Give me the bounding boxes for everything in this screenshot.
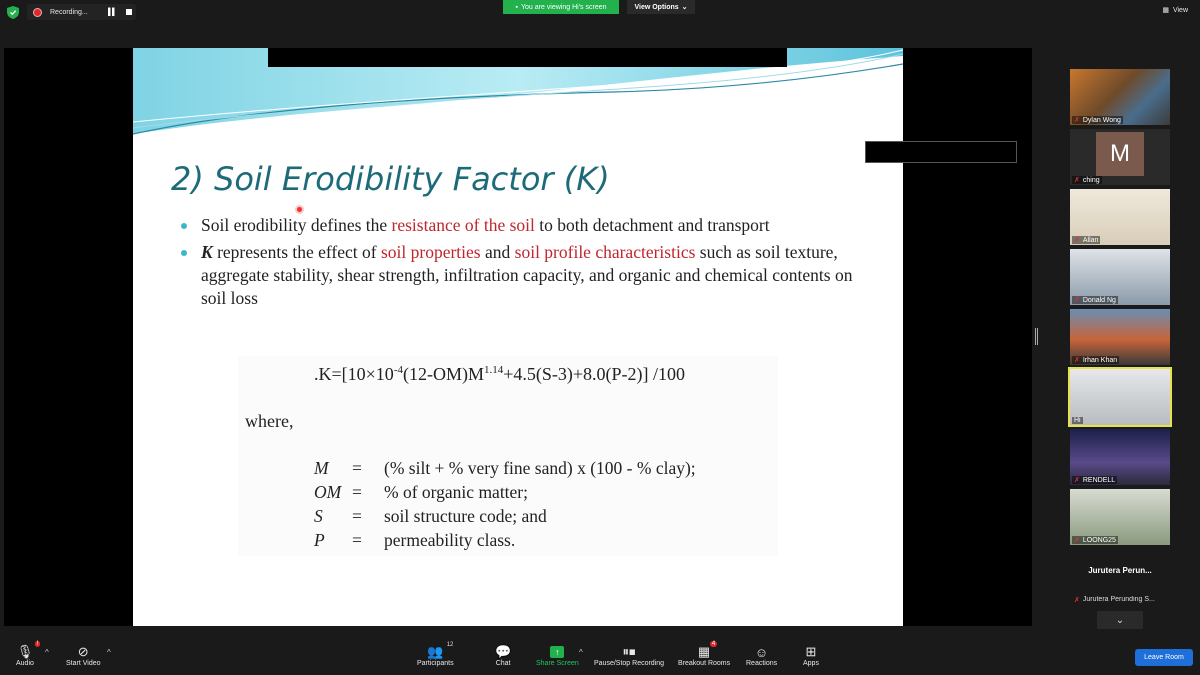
participants-button[interactable] bbox=[417, 644, 454, 667]
definition-symbol: OM bbox=[314, 482, 342, 502]
formula-part: +4.5(S-3)+8.0(P-2)] /100 bbox=[503, 364, 686, 384]
formula-lead: .K= bbox=[314, 364, 342, 384]
participant-name: Hi bbox=[1074, 417, 1081, 424]
reactions-label: Reactions bbox=[746, 660, 778, 667]
participant-name-tag bbox=[1072, 116, 1123, 124]
video-options-caret[interactable]: ^ bbox=[107, 648, 111, 657]
scroll-down-button[interactable] bbox=[1097, 611, 1143, 629]
definition-equals: = bbox=[352, 482, 362, 502]
participant-name: RENDELL bbox=[1082, 476, 1116, 484]
panel-resize-handle[interactable] bbox=[1035, 328, 1038, 345]
participant-name: Dylan Wong bbox=[1082, 116, 1121, 124]
share-options-caret[interactable]: ^ bbox=[579, 648, 583, 657]
participant-name-tag bbox=[1072, 417, 1083, 424]
recording-label: Recording... bbox=[50, 8, 88, 16]
presentation-slide bbox=[133, 48, 903, 626]
audio-label: Audio bbox=[16, 660, 34, 667]
apps-label: Apps bbox=[803, 660, 819, 667]
participant-tile[interactable] bbox=[1070, 249, 1170, 305]
definition-row bbox=[314, 480, 696, 504]
participant-tile-active-speaker[interactable] bbox=[1070, 369, 1170, 425]
definition-equals: = bbox=[352, 506, 362, 526]
breakout-badge: 4 bbox=[711, 641, 716, 647]
shield-icon bbox=[7, 6, 19, 19]
participant-name-tag bbox=[1072, 476, 1117, 484]
formula-part: (12-OM)M bbox=[402, 364, 484, 384]
audio-options-caret[interactable]: ^ bbox=[45, 648, 49, 657]
participant-name-tag bbox=[1072, 176, 1102, 184]
definition-text: soil structure code; and bbox=[384, 506, 547, 526]
video-off-icon: ⊘ bbox=[77, 644, 89, 659]
laser-pointer bbox=[295, 205, 304, 214]
share-screen-label: Share Screen bbox=[536, 660, 579, 667]
participant-name-tag bbox=[1072, 356, 1119, 364]
definition-text: (% silt + % very fine sand) x (100 - % clay); bbox=[384, 458, 696, 478]
participant-name: Allan bbox=[1082, 236, 1099, 244]
view-options-label: View Options bbox=[634, 3, 679, 11]
stop-icon[interactable] bbox=[126, 9, 132, 15]
participant-tile[interactable] bbox=[1070, 489, 1170, 545]
chat-label: Chat bbox=[495, 660, 511, 667]
formula-exponent: 1.14 bbox=[483, 364, 504, 376]
apps-icon: ⊞ bbox=[805, 644, 817, 659]
definition-equals: = bbox=[352, 458, 362, 478]
participant-tile[interactable] bbox=[1070, 129, 1170, 185]
participant-tile[interactable] bbox=[1070, 429, 1170, 485]
record-icon bbox=[33, 8, 42, 17]
breakout-rooms-icon: ▦ 4 bbox=[697, 641, 716, 659]
mic-muted-icon: ✗ bbox=[1074, 477, 1080, 484]
redaction-bar bbox=[268, 48, 787, 67]
chevron-down-icon: ⌄ bbox=[681, 4, 688, 11]
mic-muted-icon: ✗ bbox=[1074, 297, 1080, 304]
definition-row bbox=[314, 504, 696, 528]
screen-share-icon: ▪ bbox=[515, 3, 518, 11]
bullet-text: to both detachment and transport bbox=[534, 215, 770, 235]
bullet-highlight: soil profile characteristics bbox=[514, 242, 696, 262]
mic-muted-icon: ✗ bbox=[1074, 597, 1080, 604]
pause-stop-recording-button[interactable] bbox=[594, 644, 664, 667]
avatar: M bbox=[1096, 132, 1144, 176]
alert-badge: ! bbox=[36, 641, 39, 647]
redaction-bar bbox=[865, 141, 1017, 163]
share-arrow-icon: ↑ bbox=[550, 646, 564, 658]
breakout-rooms-label: Breakout Rooms bbox=[678, 660, 731, 667]
definition-symbol: S bbox=[314, 506, 323, 526]
participant-name: Donald Ng bbox=[1082, 296, 1116, 304]
view-options-button[interactable] bbox=[627, 0, 695, 14]
bullet-item bbox=[179, 241, 879, 310]
mic-muted-icon: ✗ bbox=[1074, 117, 1080, 124]
participant-name-tag bbox=[1074, 596, 1174, 604]
participant-tile[interactable] bbox=[1070, 189, 1170, 245]
start-video-button[interactable] bbox=[66, 644, 101, 667]
definitions-list bbox=[314, 456, 696, 552]
pause-icon[interactable]: ▌▌ bbox=[108, 8, 116, 16]
participant-display-name[interactable]: Jurutera Perun... bbox=[1088, 566, 1152, 575]
participant-tile[interactable] bbox=[1070, 309, 1170, 365]
formula-part: [10×10 bbox=[341, 364, 394, 384]
definition-symbol: P bbox=[314, 530, 325, 550]
grid-icon: ▦ bbox=[1162, 7, 1169, 14]
bullet-text: such as soil texture, aggregate stability, shear strength, infiltration capacity, and organic and chemical contents on soil loss bbox=[201, 242, 853, 308]
definition-symbol: M bbox=[314, 458, 329, 478]
pause-recording-label: Pause/Stop Recording bbox=[594, 660, 665, 667]
participants-label: Participants bbox=[417, 660, 454, 667]
slide-bullets bbox=[179, 214, 879, 314]
where-label: where, bbox=[245, 411, 294, 431]
view-button[interactable] bbox=[1162, 6, 1188, 14]
participant-name-tag bbox=[1072, 296, 1118, 304]
pause-stop-icon: ⏸⏹ bbox=[622, 644, 636, 659]
bullet-highlight: resistance of the soil bbox=[391, 215, 535, 235]
participant-name-tag bbox=[1072, 236, 1100, 244]
breakout-rooms-button[interactable] bbox=[678, 641, 731, 667]
reactions-button[interactable] bbox=[746, 644, 777, 667]
apps-button[interactable] bbox=[803, 644, 819, 667]
chat-icon: 💬 bbox=[495, 644, 512, 659]
audio-button[interactable] bbox=[16, 641, 39, 667]
microphone-icon: 🎙 ! bbox=[16, 641, 39, 659]
definition-row bbox=[314, 528, 696, 552]
participants-count: 12 bbox=[446, 642, 454, 648]
participant-name-tag bbox=[1072, 536, 1118, 544]
participant-tile[interactable] bbox=[1070, 69, 1170, 125]
start-video-label: Start Video bbox=[66, 660, 101, 667]
mic-muted-icon: ✗ bbox=[1074, 177, 1080, 184]
bullet-text: represents the effect of bbox=[212, 242, 381, 262]
formula-exponent: -4 bbox=[393, 364, 403, 376]
bullet-k: K bbox=[201, 242, 213, 262]
participant-name: ching bbox=[1082, 176, 1100, 184]
leave-room-button[interactable]: Leave Room bbox=[1135, 649, 1193, 666]
view-label: View bbox=[1172, 6, 1188, 14]
chevron-down-icon: ⌄ bbox=[1115, 614, 1125, 626]
definition-text: permeability class. bbox=[384, 530, 516, 550]
bullet-highlight: soil properties bbox=[380, 242, 481, 262]
mic-muted-icon: ✗ bbox=[1074, 357, 1080, 364]
chat-button[interactable] bbox=[495, 644, 511, 667]
mic-muted-icon: ✗ bbox=[1074, 537, 1080, 544]
share-screen-button[interactable] bbox=[536, 644, 579, 667]
participants-icon: 👥 12 bbox=[427, 642, 454, 659]
reactions-icon: ☺ bbox=[754, 644, 769, 660]
mic-muted-icon: ✗ bbox=[1074, 237, 1080, 244]
k-formula bbox=[314, 364, 685, 385]
formula-box bbox=[238, 356, 778, 556]
viewing-banner-text: You are viewing Hi's screen bbox=[520, 3, 607, 11]
share-screen-icon bbox=[550, 644, 564, 660]
slide-title: 2) Soil Erodibility Factor (K) bbox=[171, 160, 610, 198]
bullet-item bbox=[179, 214, 879, 237]
participant-name: LOONG25 bbox=[1082, 536, 1116, 544]
recording-indicator[interactable] bbox=[27, 4, 136, 20]
top-bar bbox=[0, 0, 1200, 24]
bullet-text: and bbox=[480, 242, 515, 262]
viewing-banner bbox=[503, 0, 619, 14]
definition-text: % of organic matter; bbox=[384, 482, 528, 502]
participant-name: Irhan Khan bbox=[1082, 356, 1118, 364]
definition-equals: = bbox=[352, 530, 362, 550]
definition-row bbox=[314, 456, 696, 480]
participant-name: Jurutera Perunding S... bbox=[1082, 596, 1155, 603]
bullet-text: Soil erodibility defines the bbox=[201, 215, 392, 235]
